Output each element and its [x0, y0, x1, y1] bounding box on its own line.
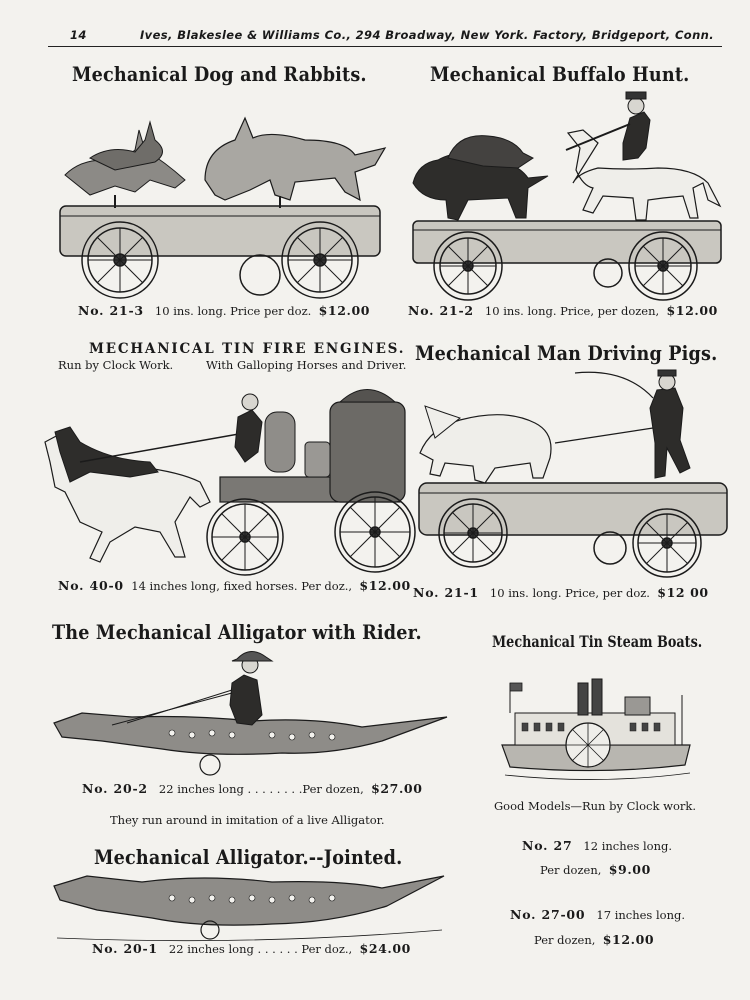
alligator-jointed-title: Mechanical Alligator.--Jointed.	[94, 845, 403, 869]
fire-engines-subtitle-right: With Galloping Horses and Driver.	[206, 358, 407, 372]
alligator-jointed-line	[92, 941, 411, 956]
buffalo-hunt-detail: 10 ins. long. Price, per dozen,	[484, 304, 660, 318]
buffalo-hunt-number: No. 21-2	[408, 303, 474, 318]
man-pigs-detail: 10 ins. long. Price, per doz.	[489, 586, 650, 600]
buffalo-hunt-line	[408, 303, 718, 318]
steam-boats-note: Good Models—Run by Clock work.	[494, 799, 696, 813]
alligator-rider-illustration	[52, 645, 452, 780]
page-header	[48, 28, 720, 46]
dog-rabbits-illustration	[55, 100, 395, 300]
steam-boats-v1-price-line	[540, 862, 651, 877]
alligator-rider-line	[82, 781, 423, 796]
man-pigs-title: Mechanical Man Driving Pigs.	[415, 341, 718, 365]
steam-boats-v2-price-line	[534, 932, 654, 947]
dog-rabbits-detail: 10 ins. long. Price per doz.	[154, 304, 312, 318]
steam-boats-v2-price: $12.00	[602, 932, 655, 947]
alligator-rider-title: The Mechanical Alligator with Rider.	[52, 620, 422, 644]
man-pigs-line	[413, 585, 709, 600]
dog-rabbits-number: No. 21-3	[78, 303, 144, 318]
dog-rabbits-line	[78, 303, 370, 318]
steam-boats-v1-line	[522, 838, 672, 853]
man-pigs-price: $12 00	[657, 585, 709, 600]
buffalo-hunt-price: $12.00	[666, 303, 718, 318]
fire-engines-price: $12.00	[359, 578, 411, 593]
page-number: 14	[70, 28, 87, 42]
alligator-rider-number: No. 20-2	[82, 781, 148, 796]
fire-engines-number: No. 40-0	[58, 578, 124, 593]
alligator-jointed-illustration	[52, 868, 447, 943]
fire-engines-title: MECHANICAL TIN FIRE ENGINES.	[89, 341, 406, 357]
fire-engines-detail: 14 inches long, fixed horses. Per doz.,	[131, 579, 353, 593]
alligator-jointed-number: No. 20-1	[92, 941, 158, 956]
alligator-rider-note: They run around in imitation of a live Alligator.	[110, 813, 385, 827]
steam-boats-v2-number: No. 27-00	[510, 907, 586, 922]
fire-engine-illustration	[40, 372, 415, 577]
steam-boats-v1-number: No. 27	[522, 838, 573, 853]
header-rule	[48, 46, 722, 47]
steam-boats-v2-detail: 17 inches long.	[596, 908, 686, 922]
buffalo-hunt-illustration	[408, 88, 728, 303]
fire-engines-line	[58, 578, 411, 593]
dog-rabbits-title: Mechanical Dog and Rabbits.	[72, 62, 367, 86]
steam-boats-v2-price-label: Per dozen,	[534, 933, 596, 947]
dog-rabbits-price: $12.00	[318, 303, 371, 318]
publisher-line: Ives, Blakeslee & Williams Co., 294 Broadway, New York. Factory, Bridgeport, Conn.	[140, 28, 715, 42]
steam-boats-v1-detail: 12 inches long.	[583, 839, 673, 853]
man-pigs-number: No. 21-1	[413, 585, 479, 600]
buffalo-hunt-title: Mechanical Buffalo Hunt.	[430, 62, 690, 86]
alligator-jointed-detail: 22 inches long . . . . . . Per doz.,	[168, 942, 353, 956]
steam-boats-v2-line	[510, 907, 685, 922]
steam-boats-v1-price-label: Per dozen,	[540, 863, 602, 877]
alligator-rider-price: $27.00	[371, 781, 423, 796]
steam-boat-illustration	[500, 675, 695, 785]
steam-boats-v1-price: $9.00	[608, 862, 651, 877]
alligator-jointed-price: $24.00	[359, 941, 411, 956]
steam-boats-title: Mechanical Tin Steam Boats.	[492, 632, 703, 651]
fire-engines-subtitle-left: Run by Clock Work.	[58, 358, 174, 372]
man-pigs-illustration	[415, 368, 730, 580]
alligator-rider-detail: 22 inches long . . . . . . . .Per dozen,	[158, 782, 364, 796]
